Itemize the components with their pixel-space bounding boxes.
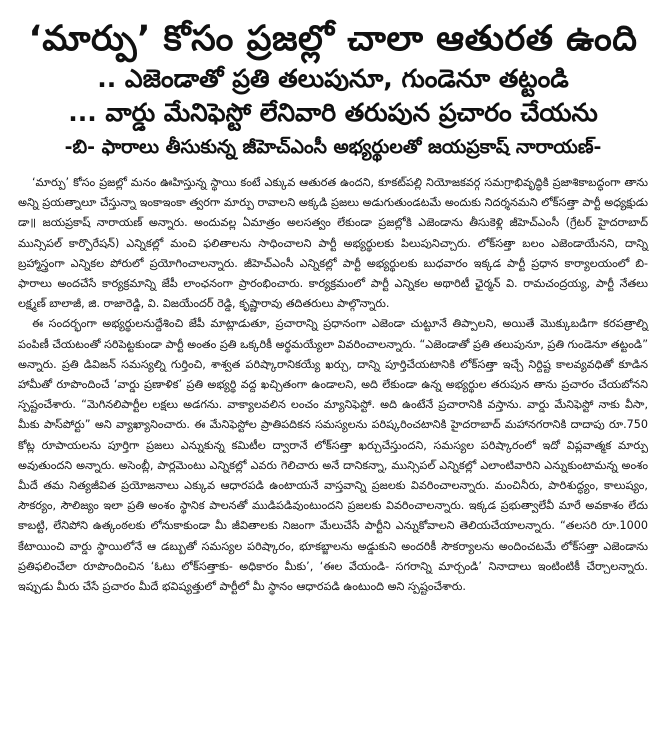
paragraph: ఈ సందర్భంగా అభ్యర్థులనుద్దేశించి జేపీ మాట్లాడుతూ, ప్రచారాన్ని ప్రధానంగా ఎజెండా చుట్టూనే తిప్పాలని, అయితే మొక్కుబడిగా కరపత్రాల్ని పంపిణీ చేయటంతో సరిపెట్టకుండా పార్టీ అంతం ప్రతి ఒక్కరికీ అర్థమయ్యేలా వివరించాలన్నారు. “ఎజెండాతో ప్రతి తలుపునూ, ప్రతి గుండెనూ తట్టండి” అన్నారు. ప్రతి డివిజన్ సమస్యల్ని గుర్తించి, శాశ్వత పరిష్కారానికయ్యే ఖర్చు, దాన్ని పూర్తిచేయటానికి లోక్‌సత్తా ఇచ్చే నిర్దిష్ట కాలవ్యవధితో కూడిన హామీతో రూపొందించే ‘వార్డు ప్రణాళిక’ ప్రతి అభ్యర్థి వద్ద ఖచ్చితంగా ఉండాలని, అది లేకుండా ఉన్న అభ్యర్థుల తరుపున తాను ప్రచారం చేయబోనని స్పష్టంచేశారు. “మెగినలిపార్టీల లక్షలు అడగను. వాక్యాలవలిన లంచం మ్యానిఫెస్టో. అది ఉంటేనే ప్రచారానికి వస్తాను. వార్డు మేనిఫెస్టో నాకు వీసా, మీకు పాస్‌పోర్టు” అని వ్యాఖ్యానించారు. ఈ మేనిఫెస్టోల ప్రాతిపదికన సమస్యలను పరిష్కరించటానికి హైదరాబాద్ మహానగరానికి దాదాపు రూ.750 కోట్ల రూపాయలను పూర్తిగా ప్రజలు ఎన్నుకున్న కమిటీల ద్వారానే లోక్‌సత్తా ఖర్చుచేస్తుందని, సమస్యల పరిష్కారంలో ఇదో విప్లవాత్మక మార్పు అవుతుందని అన్నారు. అసెంబ్లీ, పార్లమెంటు ఎన్నికల్లో ఎవరు గెలిచారు అనే దానికన్నా, మున్సిపల్ ఎన్నికల్లో ఎలాంటివారిని ఎన్నుకుంటామన్న అంశం మీదే తమ నిత్యజీవిత ప్రయోజనాలు ఎక్కువ ఆధారపడి ఉంటాయనే వాస్తవాన్ని ప్రజలకు వివరించాలన్నారు. మంచినీరు, పారిశుద్ధ్యం, కాలుష్యం, సౌకర్యం, సౌలిజ్యం ఇలా ప్రతి అంశం స్థానిక పాలనతో ముడిపడివుంటుందని ప్రజలకు వివరించాలన్నారు. ఇక్కడ ప్రభుత్వాలేవీ మారే అవకాశం లేదు కాబట్టి, లేనిపోని ఉత్కంఠలకు లోనుకాకుండా మీ జీవితాలకు నిజంగా మేలుచేసే పార్టీని ఎన్నుకోవాలని తెలియచేయాలన్నారు. “తలసరి రూ.1000 కేటాయించి వార్డు స్థాయిలోనే ఆ డబ్బుతో సమస్యల పరిష్కారం, భూకబ్జాలను అడ్డుకుని అందరికీ సౌకర్యాలను అందించటమే లోక్‌సత్తా ఎజెండాను ప్రతిఫలించేలా రూపొందించిన ‘ఓటు లోక్‌సత్తాకు- అధికారం మీకు’, ‘ఈల వేయండి- సగరాన్ని మార్చండి’ నినాదాలు ఇంటింటికీ చేర్చాలన్నారు. ఇప్పుడు మీరు చేసే ప్రచారం మీదే భవిష్యత్తులో పార్టీలో మీ స్థానం ఆధారపడి ఉంటుంది అని స్పష్టంచేశారు.	[18, 317, 648, 594]
sub-headline-1: .. ఎజెండాతో ప్రతి తలుపునూ, గుండెనూ తట్టండి	[97, 64, 569, 93]
paragraph: ‘మార్పు’ కోసం ప్రజల్లో మనం ఊహిస్తున్న స్థాయి కంటే ఎక్కువ ఆతురత ఉందని, కూకట్‌పల్లి నియోజకవర్గ సమగ్రాభివృద్ధికి ప్రజాశికాబద్ధంగా తాను అన్ని ప్రయత్నాలూ చేస్తున్నా ఇంకాఇంకా త్వరగా మార్పు రావాలని అక్కడి ప్రజలు అడుగుతుండటమే అందుకు నిదర్శనమని లోక్‌సత్తా పార్టీ అధ్యక్షుడు డా॥ జయప్రకాష్ నారాయణ్ అన్నారు. అందువల్ల ఏమాత్రం అలసత్వం లేకుండా ప్రజల్లోకి ఎజెండాను తీసుకెళ్లి జీహెచ్ఎంసీ (గ్రేటర్ హైదరాబాద్ మున్సిపల్ కార్పొరేషన్) ఎన్నికల్లో మంచి ఫలితాలను సాధించాలని పార్టీ అభ్యర్థులకు పిలుపునిచ్చారు. లోక్‌సత్తా బలం ఎజెండాయేనని, దాన్ని బ్రహ్మాస్త్రంగా ఎన్నికల పోరులో ప్రయోగించాలన్నారు. జీహెచ్ఎంసీ ఎన్నికల్లో పార్టీ అభ్యర్థులకు బుధవారం ఇక్కడ పార్టీ ప్రధాన కార్యాలయంలో బి-ఫారాలు అందచేసే కార్యక్రమాన్ని జేపీ లాంఛనంగా ప్రారంభించారు. కార్యక్రమంలో పార్టీ ఎన్నికల అథారిటీ ఛైర్మన్ వి. రామచంద్రయ్య, పార్టీ నేతలు లక్ష్మణ్ బాలాజీ, జి. రాజారెడ్డి, వి. విజయేందర్ రెడ్డి, కృష్ణారావు తదితరులు పాల్గొన్నారు.	[18, 176, 648, 311]
byline: -బి- ఫారాలు తీసుకున్న జీహెచ్ఎంసీ అభ్యర్థులతో జయప్రకాష్ నారాయణ్-	[64, 136, 602, 158]
article	[18, 0, 648, 597]
article-body	[18, 173, 648, 597]
sub-headline-2: ... వార్డు మేనిఫెస్టో లేనివారి తరుపున ప్రచారం చేయను	[68, 98, 598, 127]
main-headline: ‘మార్పు’ కోసం ప్రజల్లో చాలా ఆతురత ఉంది	[28, 19, 638, 59]
